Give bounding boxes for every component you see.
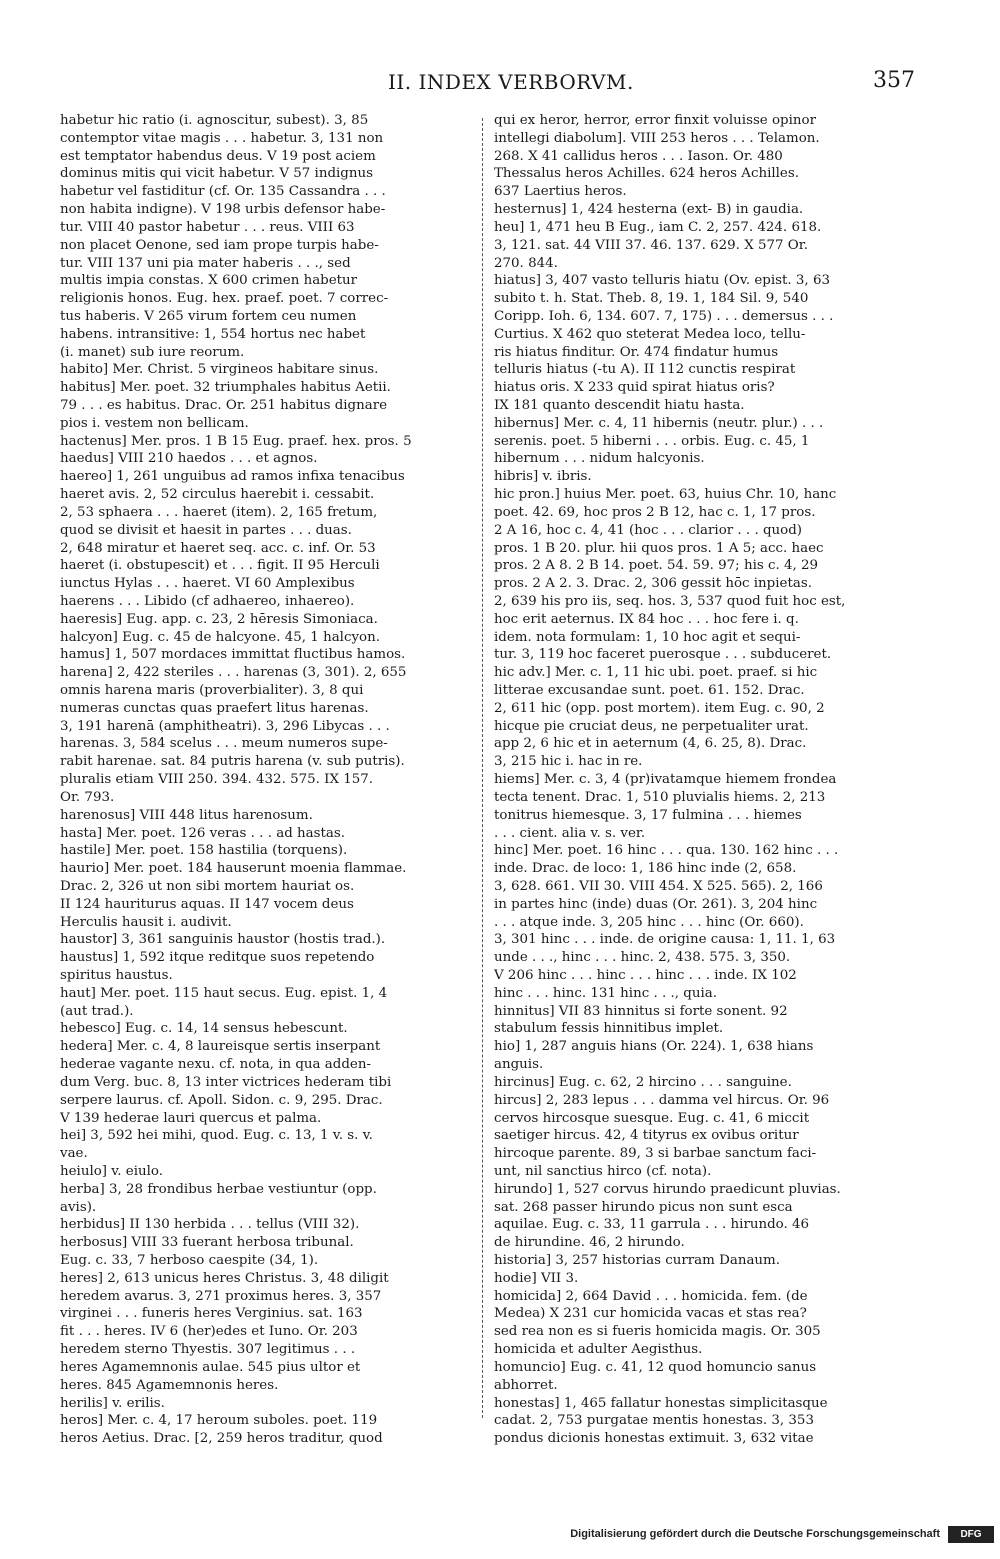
text-line: cervos hircosque suesque. Eug. c. 41, 6 miccit — [494, 1110, 810, 1126]
text-line: telluris hiatus (-tu A). II 112 cunctis respirat — [494, 362, 796, 378]
text-line: heu] 1, 471 heu B Eug., iam C. 2, 257. 424. 618. — [494, 219, 822, 235]
text-line: honestas] 1, 465 fallatur honestas simplicitasque — [494, 1395, 828, 1411]
text-line: est temptator habendus deus. V 19 post aciem — [60, 148, 376, 164]
text-line: hio] 1, 287 anguis hians (Or. 224). 1, 638 hians — [494, 1039, 814, 1055]
text-line: hibris] v. ibris. — [494, 469, 592, 485]
text-line: hebesco] Eug. c. 14, 14 sensus hebescunt. — [60, 1021, 348, 1037]
text-line: unde . . ., hinc . . . hinc. 2, 438. 575. 3, 350. — [494, 950, 791, 966]
text-line: cadat. 2, 753 purgatae mentis honestas. 3, 353 — [494, 1413, 814, 1429]
text-line: haeret (i. obstupescit) et . . . figit. II 95 Herculi — [60, 558, 380, 574]
page-header — [0, 70, 1000, 100]
text-line: subito t. h. Stat. Theb. 8, 19. 1, 184 Sil. 9, 540 — [494, 291, 809, 307]
text-line: hei] 3, 592 hei mihi, quod. Eug. c. 13, 1 v. s. v. — [60, 1128, 373, 1144]
text-line: non placet Oenone, sed iam prope turpis habe- — [60, 237, 379, 253]
text-line: pluralis etiam VIII 250. 394. 432. 575. IX 157. — [60, 772, 374, 788]
text-line: unt, nil sanctius hirco (cf. nota). — [494, 1163, 712, 1179]
text-line: hic pron.] huius Mer. poet. 63, huius Chr. 10, hanc — [494, 487, 837, 503]
text-line: hederae vagante nexu. cf. nota, in qua adden- — [60, 1057, 371, 1073]
text-line: 268. X 41 callidus heros . . . Iason. Or. 480 — [494, 148, 783, 164]
text-line: dum Verg. buc. 8, 13 inter victrices hederam tibi — [60, 1074, 392, 1090]
text-line: qui ex heror, herror, error finxit voluisse opinor — [494, 113, 816, 128]
text-line: in partes hinc (inde) duas (Or. 261). 3, 204 hinc — [494, 896, 818, 912]
text-line: hibernus] Mer. c. 4, 11 hibernis (neutr. plur.) . . . — [494, 415, 824, 431]
text-line: tonitrus hiemesque. 3, 17 fulmina . . . hiemes — [494, 807, 802, 823]
text-line: hiatus] 3, 407 vasto telluris hiatu (Ov. epist. 3, 63 — [494, 273, 830, 289]
text-line: 79 . . . es habitus. Drac. Or. 251 habitus dignare — [60, 398, 388, 413]
text-line: app 2, 6 hic et in aeternum (4, 6. 25, 8). Drac. — [494, 736, 807, 752]
text-line: haeresis] Eug. app. c. 23, 2 hēresis Simoniaca. — [60, 611, 378, 627]
text-line: hodie] VII 3. — [494, 1270, 579, 1286]
text-line: haustor] 3, 361 sanguinis haustor (hostis trad.). — [60, 932, 386, 948]
text-line: abhorret. — [494, 1377, 558, 1393]
left-column — [60, 112, 488, 1448]
text-line: habetur hic ratio (i. agnoscitur, subest). 3, 85 — [60, 113, 369, 128]
text-line: . . . cient. alia v. s. ver. — [494, 825, 646, 841]
text-line: tus haberis. V 265 virum fortem ceu numen — [60, 308, 357, 324]
text-line: hicque pie cruciat deus, ne perpetualiter urat. — [494, 718, 809, 734]
text-line: heredem avarus. 3, 271 proximus heres. 3, 357 — [60, 1288, 382, 1304]
text-line: Eug. c. 33, 7 herboso caespite (34, 1). — [60, 1253, 319, 1268]
text-line: 3, 121. sat. 44 VIII 37. 46. 137. 629. X 577 Or. — [494, 237, 808, 253]
text-line: saetiger hircus. 42, 4 tityrus ex ovibus oritur — [494, 1128, 799, 1144]
text-line: tur. 3, 119 hoc faceret puerosque . . . subduceret. — [494, 647, 832, 663]
text-line: sat. 268 passer hirundo picus non sunt esca — [494, 1199, 793, 1215]
text-line: hactenus] Mer. pros. 1 B 15 Eug. praef. hex. pros. 5 — [60, 433, 412, 449]
page-footer — [0, 1526, 1000, 1552]
text-line: hinc . . . hinc. 131 hinc . . ., quia. — [494, 985, 717, 1001]
text-line: intellegi diabolum]. VIII 253 heros . . . Telamon. — [494, 130, 820, 146]
text-line: heres. 845 Agamemnonis heres. — [60, 1377, 279, 1393]
text-line: heres] 2, 613 unicus heres Christus. 3, 48 diligit — [60, 1270, 389, 1286]
text-line: hircus] 2, 283 lepus . . . damma vel hircus. Or. 96 — [494, 1092, 830, 1108]
text-line: serpere laurus. cf. Apoll. Sidon. c. 9, 295. Drac. — [60, 1092, 383, 1108]
text-line: avis). — [60, 1199, 97, 1215]
dfg-logo-icon: DFG — [948, 1526, 994, 1543]
text-line: pros. 1 B 20. plur. hii quos pros. 1 A 5; acc. haec — [494, 540, 824, 556]
text-line: herilis] v. erilis. — [60, 1395, 165, 1411]
text-line: virginei . . . funeris heres Verginius. sat. 163 — [60, 1306, 363, 1322]
text-line: hasta] Mer. poet. 126 veras . . . ad hastas. — [60, 825, 345, 841]
text-line: contemptor vitae magis . . . habetur. 3, 131 non — [60, 130, 384, 146]
text-line: pros. 2 A 2. 3. Drac. 2, 306 gessit hōc inpietas. — [494, 576, 812, 592]
text-line: fit . . . heres. IV 6 (her)edes et Iuno. Or. 203 — [60, 1324, 358, 1340]
text-line: hinc] Mer. poet. 16 hinc . . . qua. 130. 162 hinc . . . — [494, 843, 839, 859]
text-line: pios i. vestem non bellicam. — [60, 415, 249, 431]
text-line: historia] 3, 257 historias curram Danaum. — [494, 1253, 781, 1268]
text-line: heredem sterno Thyestis. 307 legitimus . . . — [60, 1342, 356, 1358]
text-line: hiatus oris. X 233 quid spirat hiatus oris? — [494, 380, 775, 396]
text-line: hamus] 1, 507 mordaces immittat fluctibus hamos. — [60, 647, 406, 663]
text-line: pondus dicionis honestas extimuit. 3, 632 vitae — [494, 1431, 814, 1447]
page-number: 357 — [873, 68, 915, 93]
text-line: II 124 hauriturus aquas. II 147 vocem deus — [60, 896, 354, 912]
text-line: 2, 639 his pro iis, seq. hos. 3, 537 quod fuit hoc est, — [494, 593, 846, 609]
text-line: 2, 648 miratur et haeret seq. acc. c. inf. Or. 53 — [60, 540, 376, 556]
text-line: V 206 hinc . . . hinc . . . hinc . . . inde. IX 102 — [494, 968, 797, 983]
text-line: homicida] 2, 664 David . . . homicida. fem. (de — [494, 1288, 808, 1304]
text-line: heres Agamemnonis aulae. 545 pius ultor et — [60, 1359, 361, 1375]
text-line: harena] 2, 422 steriles . . . harenas (3, 301). 2, 655 — [60, 665, 407, 681]
text-line: numeras cunctas quas praefert litus harenas. — [60, 700, 369, 716]
text-line: Drac. 2, 326 ut non sibi mortem hauriat os. — [60, 878, 355, 894]
text-line: harenosus] VIII 448 litus harenosum. — [60, 807, 313, 823]
text-line: spiritus haustus. — [60, 968, 173, 983]
text-line: hic adv.] Mer. c. 1, 11 hic ubi. poet. praef. si hic — [494, 665, 818, 681]
text-line: stabulum fessis hinnitibus implet. — [494, 1021, 724, 1037]
text-line: herba] 3, 28 frondibus herbae vestiuntur (opp. — [60, 1181, 377, 1197]
text-line: de hirundine. 46, 2 hirundo. — [494, 1235, 685, 1251]
text-line: Thessalus heros Achilles. 624 heros Achilles. — [494, 166, 799, 182]
text-line: 2, 53 sphaera . . . haeret (item). 2, 165 fretum, — [60, 504, 378, 520]
text-line: haeret avis. 2, 52 circulus haerebit i. cessabit. — [60, 487, 375, 503]
text-line: (i. manet) sub iure reorum. — [60, 344, 245, 360]
text-line: haedus] VIII 210 haedos . . . et agnos. — [60, 451, 318, 467]
text-line: serenis. poet. 5 hiberni . . . orbis. Eug. c. 45, 1 — [494, 433, 810, 449]
text-line: tecta tenent. Drac. 1, 510 pluvialis hiems. 2, 213 — [494, 789, 826, 805]
text-line: haerens . . . Libido (cf adhaereo, inhaereo). — [60, 593, 355, 609]
funding-note: Digitalisierung gefördert durch die Deutsche Forschungsgemeinschaft — [570, 1528, 940, 1540]
text-line: iunctus Hylas . . . haeret. VI 60 Amplexibus — [60, 576, 355, 592]
text-line: hibernum . . . nidum halcyonis. — [494, 451, 705, 467]
text-line: 3, 628. 661. VII 30. VIII 454. X 525. 565). 2, 166 — [494, 878, 823, 894]
text-line: heros Aetius. Drac. [2, 259 heros traditur, quod — [60, 1431, 383, 1447]
text-line: poet. 42. 69, hoc pros 2 B 12, hac c. 1, 17 pros. — [494, 504, 816, 520]
text-line: harenas. 3, 584 scelus . . . meum numeros supe- — [60, 736, 388, 752]
text-line: IX 181 quanto descendit hiatu hasta. — [494, 398, 745, 413]
right-column — [494, 112, 932, 1448]
text-line: . . . atque inde. 3, 205 hinc . . . hinc (Or. 660). — [494, 914, 804, 930]
text-line: anguis. — [494, 1057, 544, 1073]
text-line: haut] Mer. poet. 115 haut secus. Eug. epist. 1, 4 — [60, 985, 388, 1001]
text-line: Curtius. X 462 quo steterat Medea loco, tellu- — [494, 326, 806, 342]
text-line: heiulo] v. eiulo. — [60, 1163, 163, 1179]
text-line: hastile] Mer. poet. 158 hastilia (torquens). — [60, 843, 348, 859]
text-line: hedera] Mer. c. 4, 8 laureisque sertis inserpant — [60, 1039, 381, 1055]
text-line: quod se divisit et haesit in partes . . . duas. — [60, 522, 352, 538]
text-line: multis impia constas. X 600 crimen habetur — [60, 273, 358, 289]
text-line: ris hiatus finditur. Or. 474 findatur humus — [494, 344, 779, 360]
text-line: hircinus] Eug. c. 62, 2 hircino . . . sanguine. — [494, 1074, 792, 1090]
text-line: hesternus] 1, 424 hesterna (ext- B) in gaudia. — [494, 202, 804, 218]
text-line: 2, 611 hic (opp. post mortem). item Eug. c. 90, 2 — [494, 700, 825, 716]
text-line: (aut trad.). — [60, 1003, 134, 1019]
text-line: aquilae. Eug. c. 33, 11 garrula . . . hirundo. 46 — [494, 1217, 810, 1233]
text-line: haurio] Mer. poet. 184 hauserunt moenia flammae. — [60, 861, 407, 877]
text-line: non habita indigne). V 198 urbis defensor habe- — [60, 202, 386, 218]
text-line: hirundo] 1, 527 corvus hirundo praedicunt pluvias. — [494, 1181, 841, 1197]
text-line: Medea) X 231 cur homicida vacas et stas rea? — [494, 1306, 807, 1322]
text-line: religionis honos. Eug. hex. praef. poet. 7 correc- — [60, 291, 389, 307]
text-line: tur. VIII 40 pastor habetur . . . reus. VIII 63 — [60, 219, 355, 235]
text-line: tur. VIII 137 uni pia mater haberis . . ., sed — [60, 255, 351, 271]
text-line: hoc erit aeternus. IX 84 hoc . . . hoc fere i. q. — [494, 611, 799, 627]
text-line: habens. intransitive: 1, 554 hortus nec habet — [60, 326, 366, 342]
text-line: V 139 hederae lauri quercus et palma. — [60, 1110, 322, 1126]
text-line: 3, 191 harenā (amphitheatri). 3, 296 Libycas . . . — [60, 718, 390, 734]
text-line: omnis harena maris (proverbialiter). 3, 8 qui — [60, 683, 364, 698]
running-title: II. INDEX VERBORVM. — [388, 70, 634, 94]
column-divider — [482, 118, 483, 1418]
text-line: pros. 2 A 8. 2 B 14. poet. 54. 59. 97; his c. 4, 29 — [494, 558, 819, 574]
text-line: herbosus] VIII 33 fuerant herbosa tribunal. — [60, 1235, 354, 1251]
text-line: haereo] 1, 261 unguibus ad ramos infixa tenacibus — [60, 469, 405, 485]
text-line: inde. Drac. de loco: 1, 186 hinc inde (2, 658. — [494, 861, 797, 877]
text-line: 2 A 16, hoc c. 4, 41 (hoc . . . clarior . . . quod) — [494, 522, 803, 538]
text-line: hiems] Mer. c. 3, 4 (pr)ivatamque hiemem frondea — [494, 772, 837, 788]
text-line: 3, 215 hic i. hac in re. — [494, 754, 643, 770]
text-line: habito] Mer. Christ. 5 virgineos habitare sinus. — [60, 362, 379, 378]
text-line: homicida et adulter Aegisthus. — [494, 1342, 703, 1358]
text-line: habitus] Mer. poet. 32 triumphales habitus Aetii. — [60, 380, 391, 396]
text-line: Coripp. Ioh. 6, 134. 607. 7, 175) . . . demersus . . . — [494, 308, 834, 324]
text-line: 637 Laertius heros. — [494, 184, 627, 200]
text-line: hinnitus] VII 83 hinnitus si forte sonent. 92 — [494, 1003, 788, 1019]
text-line: rabit harenae. sat. 84 putris harena (v. sub putris). — [60, 754, 405, 770]
text-line: litterae excusandae sunt. poet. 61. 152. Drac. — [494, 683, 805, 698]
text-line: Or. 793. — [60, 789, 115, 805]
text-line: halcyon] Eug. c. 45 de halcyone. 45, 1 halcyon. — [60, 629, 380, 645]
text-line: heros] Mer. c. 4, 17 heroum suboles. poet. 119 — [60, 1413, 378, 1429]
text-line: herbidus] II 130 herbida . . . tellus (VIII 32). — [60, 1217, 360, 1233]
text-line: 3, 301 hinc . . . inde. de origine causa: 1, 11. 1, 63 — [494, 932, 836, 948]
text-line: Herculis hausit i. audivit. — [60, 914, 232, 930]
text-line: vae. — [60, 1146, 88, 1162]
text-line: habetur vel fastiditur (cf. Or. 135 Cassandra . . . — [60, 184, 386, 200]
text-line: homuncio] Eug. c. 41, 12 quod homuncio sanus — [494, 1359, 817, 1375]
text-line: haustus] 1, 592 itque reditque suos repetendo — [60, 950, 375, 966]
text-line: 270. 844. — [494, 255, 558, 271]
text-line: sed rea non es si fueris homicida magis. Or. 305 — [494, 1324, 821, 1340]
text-line: hircoque parente. 89, 3 si barbae sanctum faci- — [494, 1146, 817, 1162]
text-line: dominus mitis qui vicit habetur. V 57 indignus — [60, 166, 373, 182]
text-line: idem. nota formulam: 1, 10 hoc agit et sequi- — [494, 629, 801, 645]
